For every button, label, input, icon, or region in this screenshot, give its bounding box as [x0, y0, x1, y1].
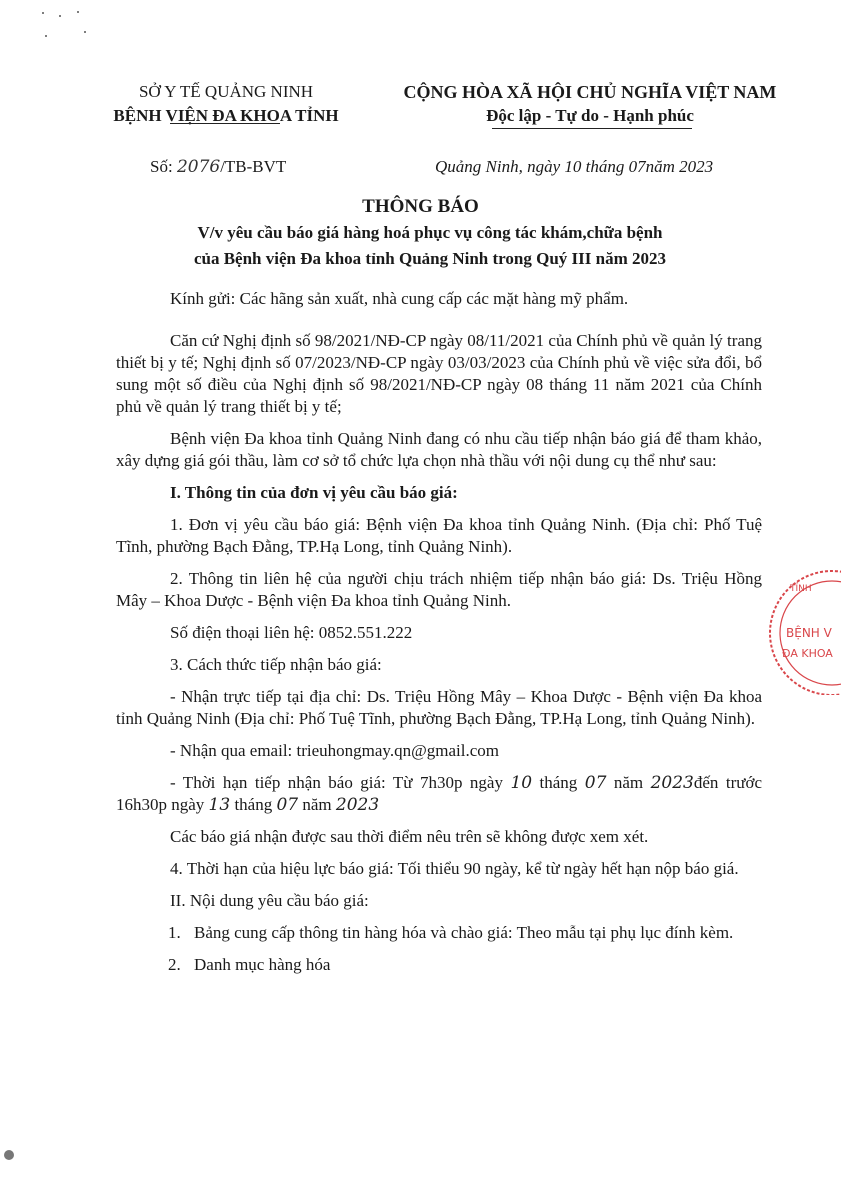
late-submission-note: Các báo giá nhận được sau thời điểm nêu trên sẽ không được xem xét.: [170, 827, 649, 846]
agency-header: [96, 80, 356, 128]
deadline-text-5: tháng: [230, 795, 277, 814]
legal-basis-paragraph: Căn cứ Nghị định số 98/2021/NĐ-CP ngày 08/11/2021 của Chính phủ về quản lý trang thiết bị y tế; Nghị định số 07/2023/NĐ-CP ngày 03/03/2023 của Chính phủ về việc sửa đổi, bổ sung một số điều của Nghị định số 98/2021/NĐ-CP ngày 08 tháng 11 năm 2021 của Chính phủ về quản lý trang thiết bị y tế;: [116, 331, 762, 416]
deadline-text-2: tháng: [532, 773, 585, 792]
deadline-start-day: 10: [510, 773, 533, 793]
svg-text:ĐA KHOA: ĐA KHOA: [782, 647, 833, 660]
binder-hole: [4, 1150, 14, 1160]
svg-text:TỈNH: TỈNH: [790, 584, 812, 594]
ministry-name: SỞ Y TẾ QUẢNG NINH: [138, 82, 314, 101]
submission-deadline: [116, 772, 762, 816]
motto-underline: [492, 128, 692, 129]
date-part1: Quảng Ninh, ngày: [435, 157, 565, 176]
section-1-item-4: 4. Thời hạn của hiệu lực báo giá: Tối thiểu 90 ngày, kể từ ngày hết hạn nộp báo giá.: [170, 859, 739, 878]
deadline-text-4: đến trước 16h30p ngày: [116, 773, 762, 814]
section-2-item: [168, 954, 762, 976]
deadline-text-1: - Thời hạn tiếp nhận báo giá: Từ 7h30p ngày: [170, 773, 511, 792]
seal-graphic: [760, 565, 841, 695]
document-number: [150, 157, 286, 177]
contact-phone: Số điện thoại liên hệ: 0852.551.222: [170, 623, 413, 642]
deadline-end-day: 13: [208, 795, 231, 815]
scan-marks: [40, 10, 100, 45]
email-submission: - Nhận qua email: trieuhongmay.qn@gmail.com: [170, 741, 499, 760]
deadline-text-3: năm: [606, 773, 651, 792]
date-part2: tháng: [581, 157, 629, 176]
section-1-item-2: 2. Thông tin liên hệ của người chịu trách nhiệm tiếp nhận báo giá: Ds. Triệu Hồng Mây – Khoa Dược - Bệnh viện Đa khoa tỉnh Quảng Ninh.: [116, 569, 762, 610]
subject-line-2: của Bệnh viện Đa khoa tỉnh Quảng Ninh trong Quý III năm 2023: [193, 249, 667, 268]
intro-paragraph: Bệnh viện Đa khoa tỉnh Quảng Ninh đang có nhu cầu tiếp nhận báo giá để tham khảo, xây dựng giá gói thầu, làm cơ sở tổ chức lựa chọn nhà thầu với nội dung cụ thể như sau:: [116, 429, 762, 470]
document-body: [116, 288, 762, 976]
svg-text:BỆNH V: BỆNH V: [786, 626, 832, 640]
hospital-name: BỆNH VIỆN ĐA KHOA TỈNH: [113, 106, 339, 125]
date-part3: năm 2023: [645, 157, 714, 176]
date-month: 07: [628, 157, 646, 176]
section-2-item: [168, 922, 762, 944]
deadline-end-month: 07: [276, 795, 299, 815]
deadline-text-6: năm: [298, 795, 336, 814]
item-number: 2.: [168, 955, 181, 974]
section-1-heading: I. Thông tin của đơn vị yêu cầu báo giá:: [170, 483, 458, 502]
item-text: Bảng cung cấp thông tin hàng hóa và chào giá: Theo mẫu tại phụ lục đính kèm.: [194, 923, 734, 942]
country-name: CỘNG HÒA XÃ HỘI CHỦ NGHĨA VIỆT NAM: [403, 82, 777, 102]
docno-handwritten: 2076: [176, 157, 221, 177]
deadline-start-year: 2023: [650, 773, 694, 793]
section-1-item-3: 3. Cách thức tiếp nhận báo giá:: [170, 655, 382, 674]
national-header: [380, 80, 800, 128]
document-subject: [120, 220, 740, 272]
date-day: 10: [564, 157, 582, 176]
docno-suffix: /TB-BVT: [220, 157, 287, 176]
document-date: [435, 157, 713, 177]
section-2-heading: II. Nội dung yêu cầu báo giá:: [170, 891, 369, 910]
item-text: Danh mục hàng hóa: [194, 955, 331, 974]
national-motto: Độc lập - Tự do - Hạnh phúc: [486, 106, 694, 125]
section-1-item-1: 1. Đơn vị yêu cầu báo giá: Bệnh viện Đa khoa tỉnh Quảng Ninh. (Địa chỉ: Phố Tuệ Tĩnh, phường Bạch Đằng, TP.Hạ Long, tỉnh Quảng Ninh).: [116, 515, 762, 556]
docno-prefix: Số:: [150, 157, 177, 176]
recipient-line: Kính gửi: Các hãng sản xuất, nhà cung cấp các mặt hàng mỹ phẩm.: [170, 289, 629, 308]
document-title: THÔNG BÁO: [362, 196, 479, 217]
deadline-start-month: 07: [584, 773, 607, 793]
scan-specks: [40, 10, 100, 40]
direct-submission: - Nhận trực tiếp tại địa chỉ: Ds. Triệu Hồng Mây – Khoa Dược - Bệnh viện Đa khoa tỉnh Quảng Ninh (Địa chỉ: Phố Tuệ Tĩnh, phường Bạch Đằng, TP.Hạ Long, tỉnh Quảng Ninh).: [116, 687, 762, 728]
item-number: 1.: [168, 923, 181, 942]
agency-underline: [170, 123, 280, 124]
deadline-end-year: 2023: [335, 795, 380, 815]
subject-line-1: V/v yêu cầu báo giá hàng hoá phục vụ công tác khám,chữa bệnh: [197, 223, 663, 242]
official-seal: [760, 565, 841, 695]
